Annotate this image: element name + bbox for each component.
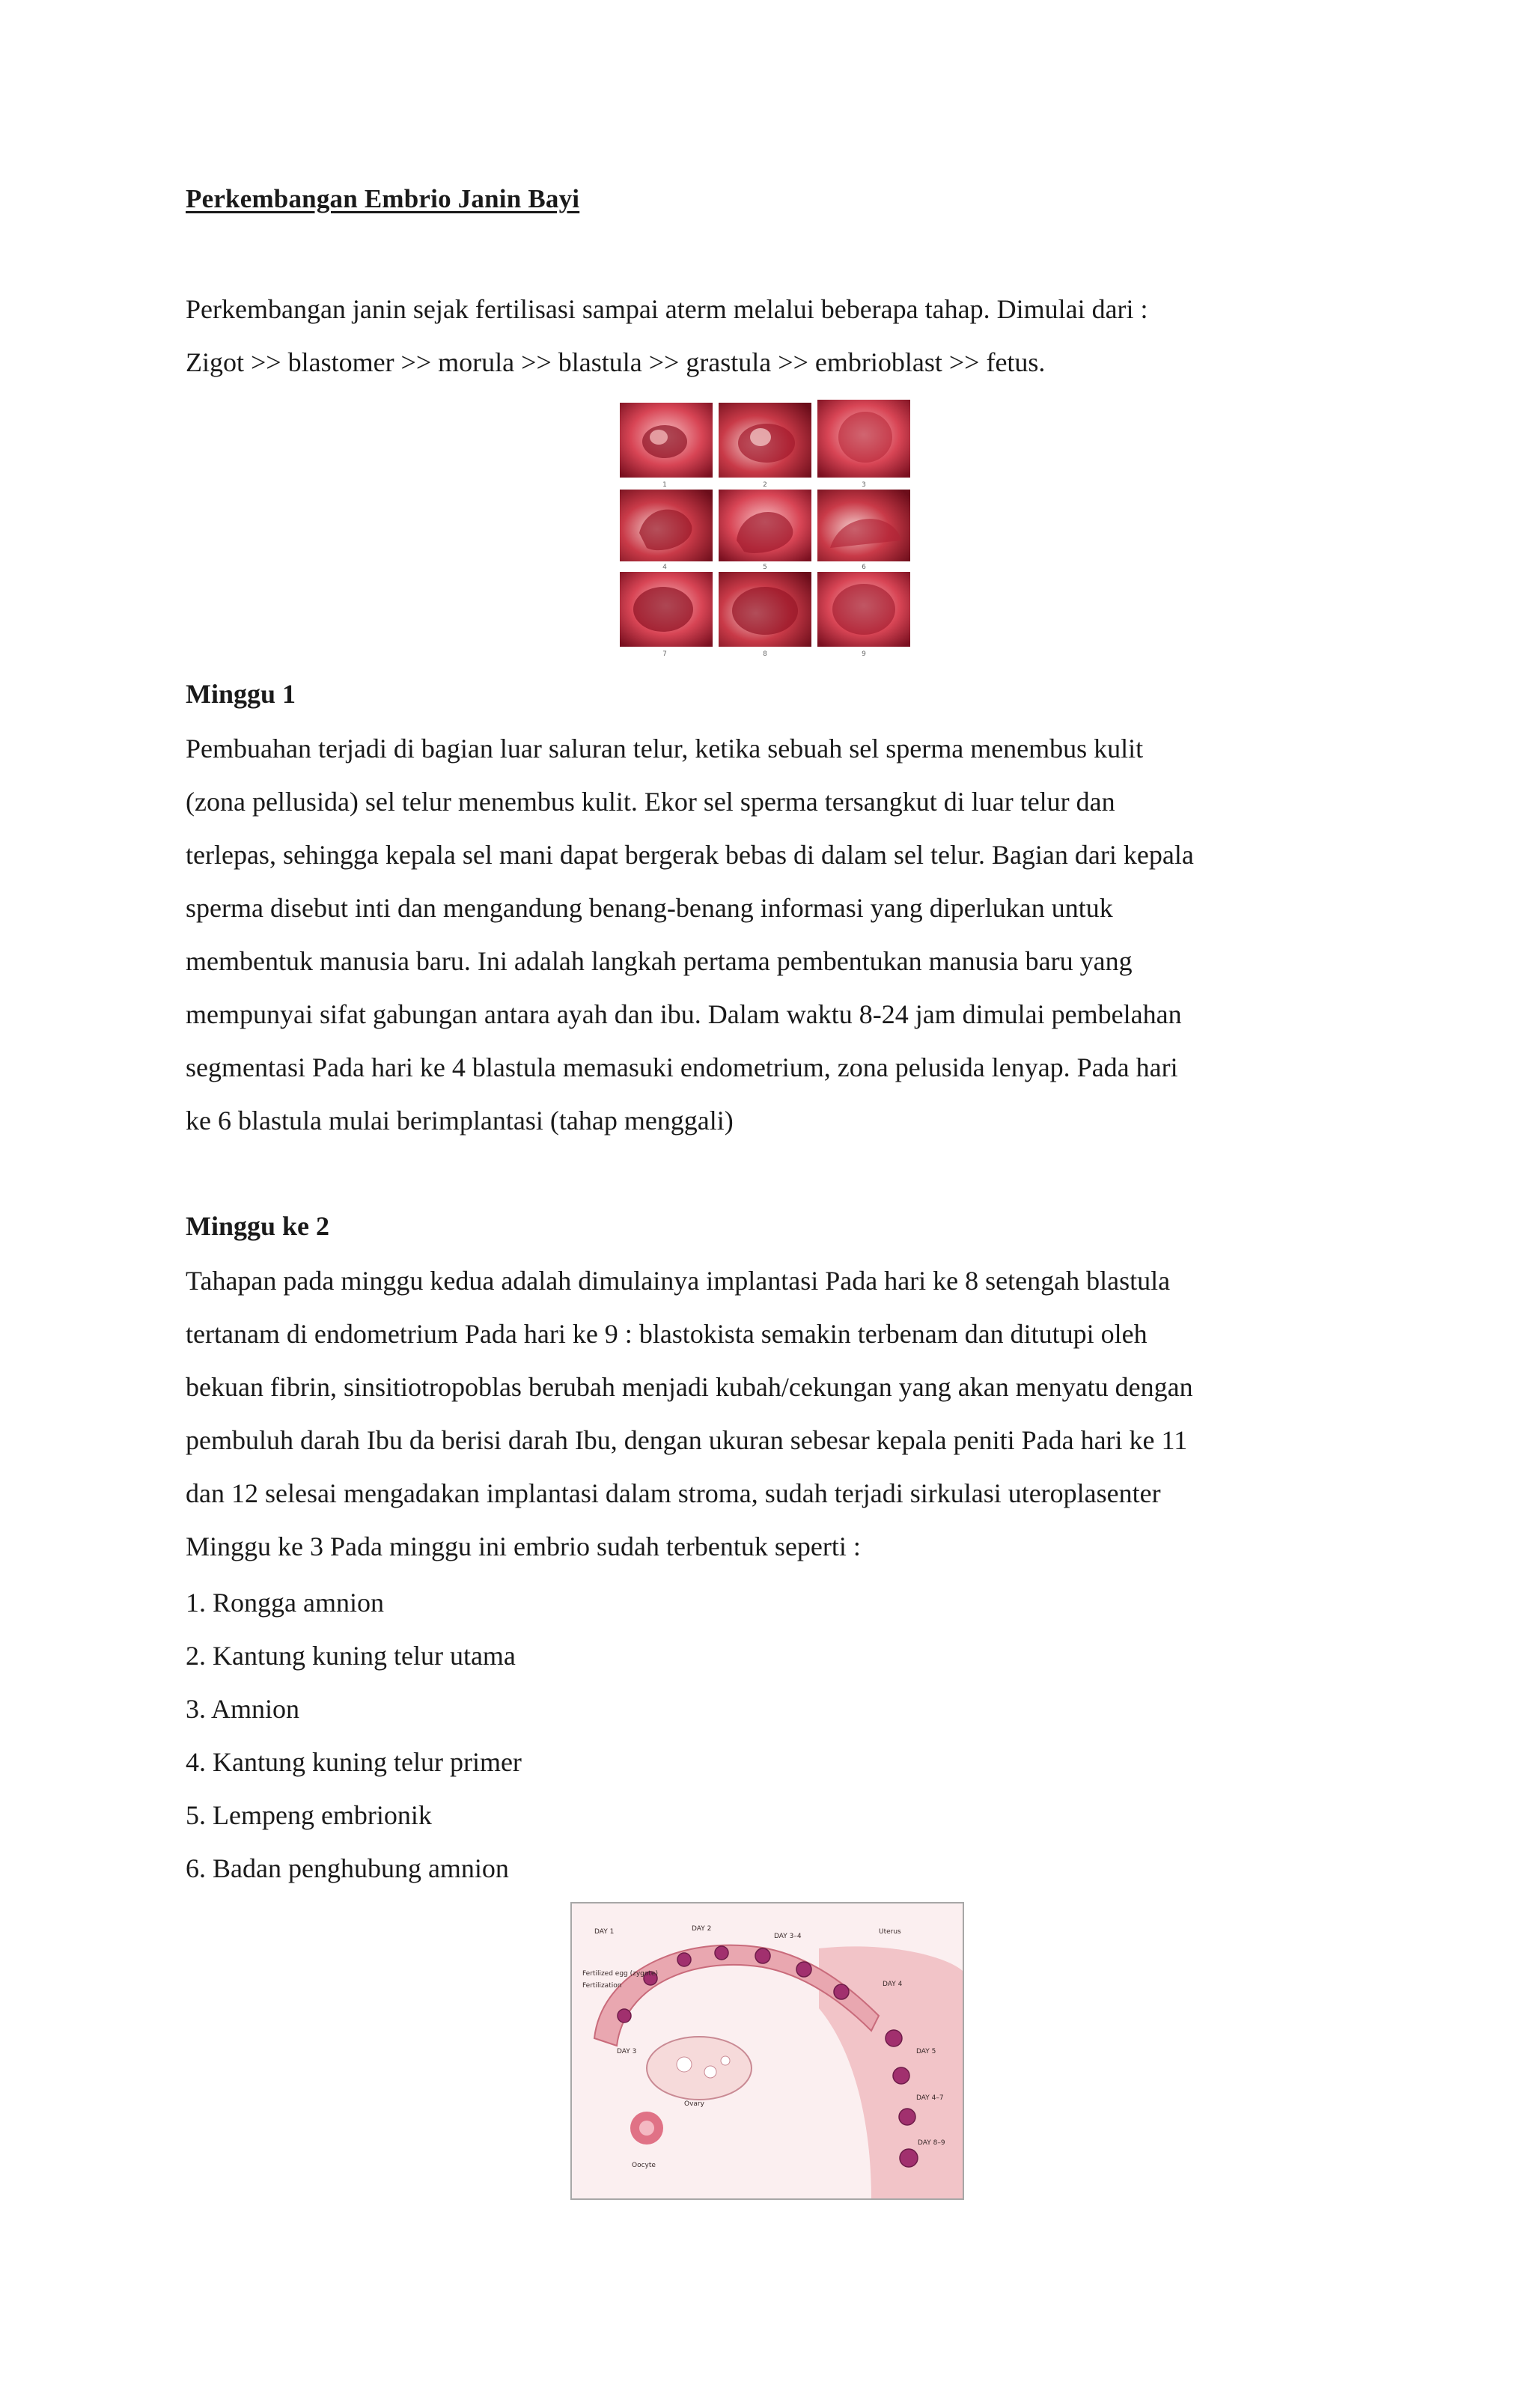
panel-number: 9 [862,650,866,658]
photo-panel [620,572,713,647]
photo-panel [817,572,910,647]
week1-heading: Minggu 1 [186,679,296,709]
week1-line: Pembuahan terjadi di bagian luar saluran telur, ketika sebuah sel sperma menembus kulit [186,734,1144,763]
week1-line: (zona pellusida) sel telur menembus kulit. Ekor sel sperma tersangkut di luar telur dan [186,787,1115,817]
panel-number: 7 [662,650,667,658]
week3-list [186,1576,522,1895]
week2-line: pembuluh darah Ibu da berisi darah Ibu, dengan ukuran sebesar kepala peniti Pada hari ke 11 [186,1425,1188,1455]
embryo-photo-grid [617,398,913,659]
photo-panel [620,490,713,561]
diagram-label: Ovary [684,2100,704,2108]
list-item: 3. Amnion [186,1694,300,1724]
panel-number: 8 [763,650,767,658]
panel-number: 4 [662,564,667,571]
week1-line: ke 6 blastula mulai berimplantasi (tahap menggali) [186,1106,734,1136]
week2-line: tertanam di endometrium Pada hari ke 9 : blastokista semakin terbenam dan ditutupi oleh [186,1319,1148,1349]
diagram-label: DAY 5 [916,2048,936,2055]
week2-heading: Minggu ke 2 [186,1211,330,1241]
diagram-label: DAY 4–7 [916,2094,944,2102]
diagram-label: DAY 8–9 [918,2139,945,2147]
diagram-label: Oocyte [632,2162,656,2169]
week1-line: segmentasi Pada hari ke 4 blastula memasuki endometrium, zona pelusida lenyap. Pada hari [186,1052,1178,1082]
week1-line: mempunyai sifat gabungan antara ayah dan ibu. Dalam waktu 8-24 jam dimulai pembelahan [186,999,1182,1029]
week1-line: sperma disebut inti dan mengandung benang-benang informasi yang diperlukan untuk [186,893,1113,923]
list-item: 5. Lempeng embrionik [186,1800,432,1830]
list-item: 6. Badan penghubung amnion [186,1853,509,1883]
week2-line: dan 12 selesai mengadakan implantasi dalam stroma, sudah terjadi sirkulasi uteroplasenter [186,1478,1161,1508]
diagram-label: DAY 2 [692,1925,712,1933]
diagram-label: Fertilized egg (zygote) [582,1970,658,1978]
week1-line: terlepas, sehingga kepala sel mani dapat bergerak bebas di dalam sel telur. Bagian dari kepala [186,840,1194,870]
photo-panel [719,403,811,478]
panel-number: 6 [862,564,866,571]
document-title: Perkembangan Embrio Janin Bayi [186,184,580,213]
photo-panel [719,490,811,561]
week2-line: Tahapan pada minggu kedua adalah dimulainya implantasi Pada hari ke 8 setengah blastula [186,1266,1171,1296]
ovary [647,2037,752,2100]
photo-panel [817,400,910,478]
diagram-label: DAY 3 [617,2048,637,2055]
week1-paragraph [186,722,1353,1147]
intro-line: Zigot >> blastomer >> morula >> blastula >> grastula >> embrioblast >> fetus. [186,347,1046,377]
list-item: 1. Rongga amnion [186,1588,384,1618]
intro-line: Perkembangan janin sejak fertilisasi sampai aterm melalui beberapa tahap. Dimulai dari : [186,294,1148,324]
diagram-label: DAY 3–4 [774,1933,802,1940]
intro-paragraph [186,283,1353,389]
diagram-label: DAY 4 [883,1981,903,1988]
list-item: 2. Kantung kuning telur utama [186,1641,516,1671]
implantation-diagram [570,1902,964,2200]
list-item: 4. Kantung kuning telur primer [186,1747,522,1777]
week2-line: Minggu ke 3 Pada minggu ini embrio sudah terbentuk seperti : [186,1531,861,1561]
diagram-label: DAY 1 [594,1928,615,1936]
photo-panel [719,572,811,647]
panel-number: 5 [763,564,767,571]
week2-paragraph [186,1255,1353,1573]
photo-panel [620,403,713,478]
panel-number: 2 [763,481,767,489]
panel-number: 1 [662,481,667,489]
diagram-label: Fertilization [582,1982,622,1990]
week1-line: membentuk manusia baru. Ini adalah langkah pertama pembentukan manusia baru yang [186,946,1133,976]
week2-line: bekuan fibrin, sinsitiotropoblas berubah menjadi kubah/cekungan yang akan menyatu dengan [186,1372,1193,1402]
diagram-label: Uterus [879,1928,901,1936]
photo-panel [817,490,910,561]
panel-number: 3 [862,481,866,489]
